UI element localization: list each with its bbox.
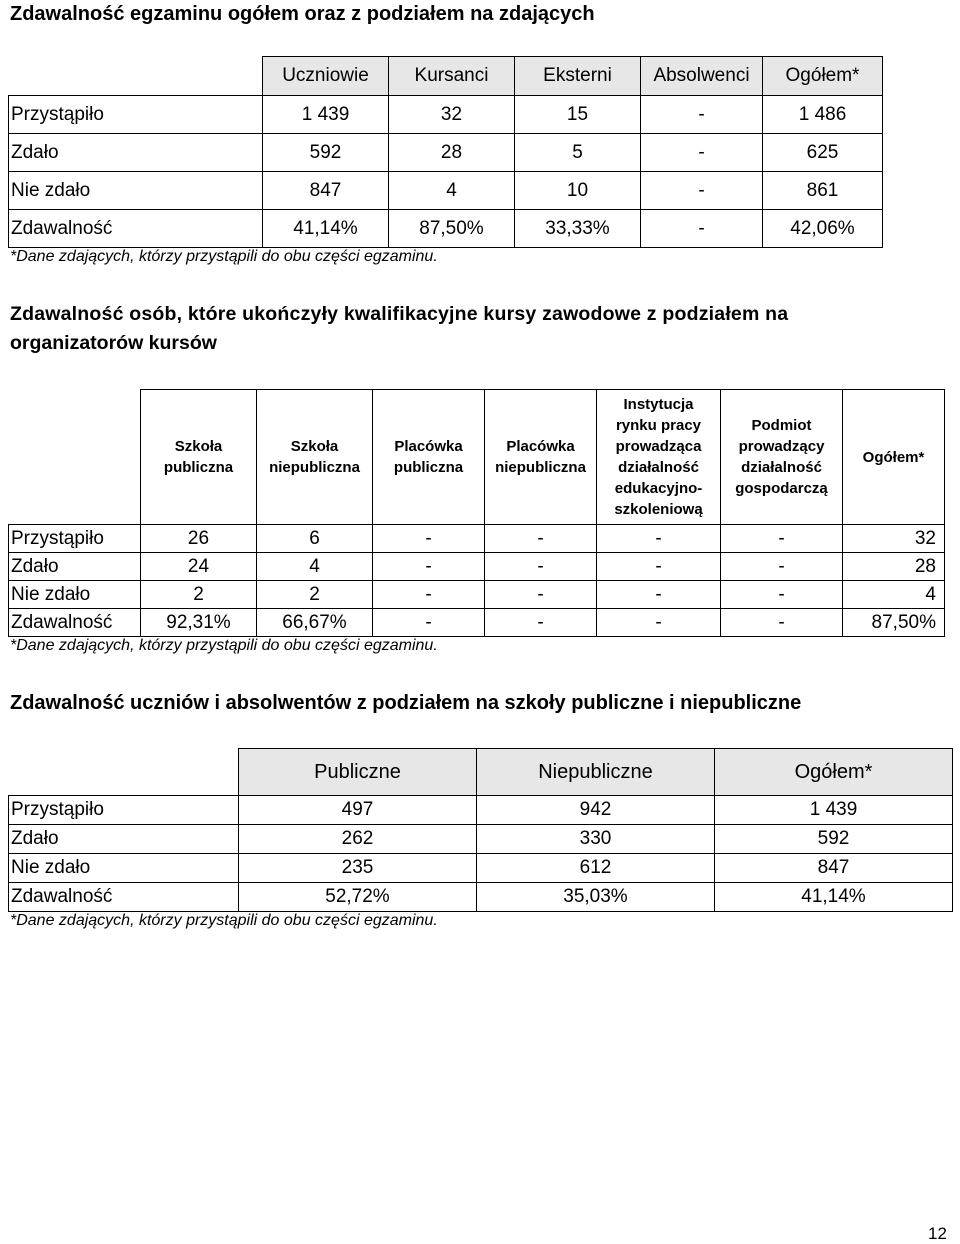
table-cell: 592	[715, 825, 953, 854]
table-cell: -	[641, 134, 763, 172]
table-cell: -	[641, 172, 763, 210]
table-cell: 28	[843, 553, 945, 581]
table-cell: 10	[515, 172, 641, 210]
table-header-row	[9, 57, 883, 96]
header-line: szkoleniową	[614, 501, 703, 518]
table-cell: 592	[263, 134, 389, 172]
table-cell: 2	[141, 581, 257, 609]
table-row	[9, 796, 953, 825]
row-label: Przystąpiło	[9, 796, 239, 825]
row-label: Zdało	[9, 134, 263, 172]
row-label: Zdało	[9, 553, 141, 581]
table-cell: -	[641, 96, 763, 134]
row-label: Zdawalność	[9, 210, 263, 248]
header-publiczne: Publiczne	[239, 749, 477, 796]
header-niepubliczne: Niepubliczne	[477, 749, 715, 796]
header-line: prowadząca	[615, 438, 702, 455]
table-row	[9, 210, 883, 248]
table-cell: 6	[257, 525, 373, 553]
header-line: działalność	[741, 459, 822, 476]
section2-footnote: *Dane zdających, którzy przystąpili do obu części egzaminu.	[10, 637, 438, 654]
table-cell: 92,31%	[141, 609, 257, 637]
page-number: 12	[928, 1224, 947, 1243]
table-cell: 87,50%	[389, 210, 515, 248]
header-ogolem	[843, 390, 945, 525]
header-line: niepubliczna	[495, 459, 586, 476]
section1-table	[8, 56, 883, 248]
table-header-row	[9, 390, 945, 525]
row-label: Nie zdało	[9, 581, 141, 609]
header-line: Placówka	[506, 438, 575, 455]
table-cell: 625	[763, 134, 883, 172]
table-cell: 1 439	[715, 796, 953, 825]
table-row	[9, 525, 945, 553]
header-szkola-niepubliczna	[257, 390, 373, 525]
header-line: edukacyjno-	[614, 480, 703, 497]
header-szkola-publiczna	[141, 390, 257, 525]
row-label: Zdało	[9, 825, 239, 854]
table-row	[9, 134, 883, 172]
header-line: Instytucja	[623, 396, 694, 413]
table-cell: -	[373, 609, 485, 637]
table-cell: -	[721, 525, 843, 553]
table-cell: -	[373, 525, 485, 553]
table-cell: 330	[477, 825, 715, 854]
table-cell: -	[597, 525, 721, 553]
table-cell: -	[485, 609, 597, 637]
table-row	[9, 825, 953, 854]
table-cell: 847	[715, 854, 953, 883]
header-line: rynku pracy	[615, 417, 702, 434]
table-row	[9, 96, 883, 134]
header-instytucja-rynku-pracy	[597, 390, 721, 525]
table-cell: 2	[257, 581, 373, 609]
table-cell: -	[721, 581, 843, 609]
table-row	[9, 581, 945, 609]
header-eksterni: Eksterni	[515, 57, 641, 96]
table-cell: 612	[477, 854, 715, 883]
header-uczniowie: Uczniowie	[263, 57, 389, 96]
table-cell: -	[721, 553, 843, 581]
table-cell: -	[485, 525, 597, 553]
header-line: Placówka	[394, 438, 463, 455]
header-line: gospodarczą	[735, 480, 828, 497]
header-kursanci: Kursanci	[389, 57, 515, 96]
table-row	[9, 854, 953, 883]
section2-title-line2: organizatorów kursów	[10, 332, 217, 354]
header-line: publiczna	[393, 459, 464, 476]
table-cell: 32	[389, 96, 515, 134]
header-placowka-niepubliczna	[485, 390, 597, 525]
header-placowka-publiczna	[373, 390, 485, 525]
table-cell: -	[373, 553, 485, 581]
header-line: działalność	[618, 459, 699, 476]
row-label: Przystąpiło	[9, 525, 141, 553]
table-row	[9, 609, 945, 637]
table-cell: 4	[257, 553, 373, 581]
table-cell: 87,50%	[843, 609, 945, 637]
section1-footnote: *Dane zdających, którzy przystąpili do obu części egzaminu.	[10, 248, 438, 265]
section3-table	[8, 748, 953, 912]
section3-footnote: *Dane zdających, którzy przystąpili do obu części egzaminu.	[10, 912, 438, 929]
header-podmiot-gospodarczy	[721, 390, 843, 525]
table-cell: 26	[141, 525, 257, 553]
section2-title-line1: Zdawalność osób, które ukończyły kwalifikacyjne kursy zawodowe z podziałem na	[10, 303, 789, 325]
section2-table	[8, 389, 945, 637]
table-header-row	[9, 749, 953, 796]
table-cell: 861	[763, 172, 883, 210]
table-cell: 847	[263, 172, 389, 210]
header-line: prowadzący	[738, 438, 825, 455]
row-label: Nie zdało	[9, 172, 263, 210]
header-ogolem: Ogółem*	[763, 57, 883, 96]
header-line: Podmiot	[751, 417, 812, 434]
table-cell: 35,03%	[477, 883, 715, 912]
table-cell: 42,06%	[763, 210, 883, 248]
row-label: Zdawalność	[9, 609, 141, 637]
table-cell: 41,14%	[263, 210, 389, 248]
table-cell: -	[485, 553, 597, 581]
table-cell: -	[485, 581, 597, 609]
header-empty-cell	[9, 390, 141, 525]
header-absolwenci: Absolwenci	[641, 57, 763, 96]
table-cell: 15	[515, 96, 641, 134]
header-line: Szkoła	[174, 438, 223, 455]
table-cell: -	[597, 609, 721, 637]
section3-title: Zdawalność uczniów i absolwentów z podziałem na szkoły publiczne i niepubliczne	[10, 692, 802, 714]
table-cell: 24	[141, 553, 257, 581]
row-label: Zdawalność	[9, 883, 239, 912]
table-cell: 5	[515, 134, 641, 172]
table-cell: 33,33%	[515, 210, 641, 248]
table-cell: 28	[389, 134, 515, 172]
header-line: Ogółem*	[862, 448, 925, 466]
header-empty-cell	[9, 749, 239, 796]
table-row	[9, 172, 883, 210]
header-ogolem: Ogółem*	[715, 749, 953, 796]
section1-title: Zdawalność egzaminu ogółem oraz z podziałem na zdających	[10, 3, 595, 25]
table-cell: 4	[843, 581, 945, 609]
header-line: niepubliczna	[269, 459, 360, 476]
table-cell: -	[641, 210, 763, 248]
header-line: Szkoła	[290, 438, 339, 455]
table-cell: 497	[239, 796, 477, 825]
table-cell: -	[373, 581, 485, 609]
table-cell: 66,67%	[257, 609, 373, 637]
table-cell: 41,14%	[715, 883, 953, 912]
table-cell: 1 486	[763, 96, 883, 134]
table-row	[9, 553, 945, 581]
table-cell: 4	[389, 172, 515, 210]
table-cell: -	[597, 553, 721, 581]
table-cell: -	[597, 581, 721, 609]
table-row	[9, 883, 953, 912]
table-cell: 32	[843, 525, 945, 553]
table-cell: 942	[477, 796, 715, 825]
table-cell: 235	[239, 854, 477, 883]
header-line: publiczna	[163, 459, 234, 476]
table-cell: 262	[239, 825, 477, 854]
table-cell: -	[721, 609, 843, 637]
table-cell: 1 439	[263, 96, 389, 134]
row-label: Nie zdało	[9, 854, 239, 883]
row-label: Przystąpiło	[9, 96, 263, 134]
table-cell: 52,72%	[239, 883, 477, 912]
header-empty-cell	[9, 57, 263, 96]
